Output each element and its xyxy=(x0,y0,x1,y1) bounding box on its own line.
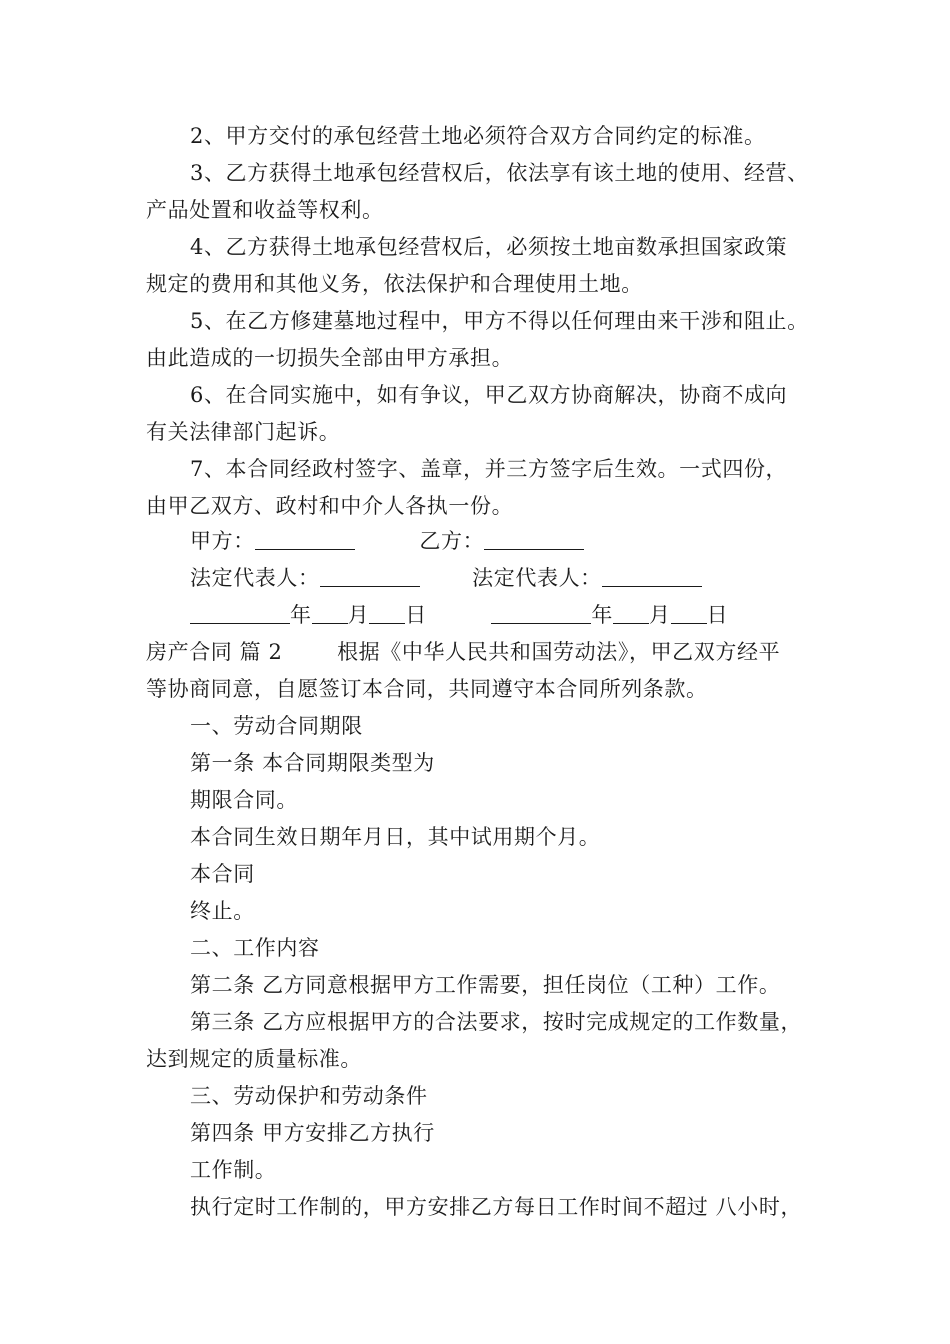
clause-5-line-2: 由此造成的一切损失全部由甲方承担。 xyxy=(146,346,514,370)
date-b-year-blank[interactable] xyxy=(491,601,591,624)
clause-7-line-1: 7、本合同经政村签字、盖章，并三方签字后生效。一式四份， xyxy=(190,457,788,481)
date-b-month-blank[interactable] xyxy=(613,601,649,624)
signature-dates xyxy=(190,597,830,633)
heading-contract-term: 一、劳动合同期限 xyxy=(190,714,363,738)
date-b-day-blank[interactable] xyxy=(671,601,707,624)
month-label: 月 xyxy=(347,603,370,627)
signature-representatives xyxy=(190,560,830,596)
heading-labor-protection: 三、劳动保护和劳动条件 xyxy=(190,1084,428,1108)
rep-a-blank[interactable] xyxy=(320,564,420,587)
clause-3-line-2: 产品处置和收益等权利。 xyxy=(146,198,384,222)
rep-b-label: 法定代表人： xyxy=(472,566,602,590)
party-b-label: 乙方： xyxy=(419,529,485,553)
heading-work-content: 二、工作内容 xyxy=(190,936,320,960)
clause-3-line-1: 3、乙方获得土地承包经营权后，依法享有该土地的使用、经营、 xyxy=(190,161,809,185)
clause-7-line-2: 由甲乙双方、政村和中介人各执一份。 xyxy=(146,494,514,518)
section-2-heading-line xyxy=(146,634,830,670)
clause-6-line-1: 6、在合同实施中，如有争议，甲乙双方协商解决，协商不成向 xyxy=(190,383,788,407)
section-2-intro-2: 等协商同意，自愿签订本合同，共同遵守本合同所列条款。 xyxy=(146,677,708,701)
day-label: 日 xyxy=(706,603,729,627)
clause-5-line-1: 5、在乙方修建墓地过程中，甲方不得以任何理由来干涉和阻止。 xyxy=(190,309,809,333)
article-4: 第四条 甲方安排乙方执行 xyxy=(190,1121,435,1145)
date-a-day-blank[interactable] xyxy=(369,601,405,624)
clause-2: 2、甲方交付的承包经营土地必须符合双方合同约定的标准。 xyxy=(190,124,766,148)
article-2: 第二条 乙方同意根据甲方工作需要，担任岗位（工种）工作。 xyxy=(190,973,781,997)
article-1-term: 期限合同。 xyxy=(190,788,298,812)
clause-4-line-1: 4、乙方获得土地承包经营权后，必须按土地亩数承担国家政策 xyxy=(190,235,788,259)
date-a-month-blank[interactable] xyxy=(312,601,348,624)
signature-parties xyxy=(190,523,830,559)
article-4-system: 工作制。 xyxy=(190,1158,277,1182)
article-3-line-1: 第三条 乙方应根据甲方的合法要求，按时完成规定的工作数量， xyxy=(190,1010,803,1034)
party-a-label: 甲方： xyxy=(190,529,255,553)
working-hours-line: 执行定时工作制的，甲方安排乙方每日工作时间不超过 八小时， xyxy=(190,1195,803,1219)
termination-line: 终止。 xyxy=(190,899,255,923)
party-a-blank[interactable] xyxy=(255,527,355,550)
clause-4-line-2: 规定的费用和其他义务，依法保护和合理使用土地。 xyxy=(146,272,643,296)
day-label: 日 xyxy=(405,603,427,627)
article-3-line-2: 达到规定的质量标准。 xyxy=(146,1047,362,1071)
article-1: 第一条 本合同期限类型为 xyxy=(190,751,435,775)
party-b-blank[interactable] xyxy=(484,527,584,550)
month-label: 月 xyxy=(649,603,671,627)
contract-line: 本合同 xyxy=(190,862,255,886)
year-label: 年 xyxy=(290,603,312,627)
effective-date: 本合同生效日期年月日，其中试用期个月。 xyxy=(190,825,601,849)
date-a-year-blank[interactable] xyxy=(190,601,290,624)
rep-b-blank[interactable] xyxy=(602,564,702,587)
section-2-heading: 房产合同 篇 2 xyxy=(146,640,283,664)
section-2-intro-1: 根据《中华人民共和国劳动法》，甲乙双方经平 xyxy=(337,640,781,664)
year-label: 年 xyxy=(591,603,613,627)
clause-6-line-2: 有关法律部门起诉。 xyxy=(146,420,341,444)
rep-a-label: 法定代表人： xyxy=(190,566,320,590)
